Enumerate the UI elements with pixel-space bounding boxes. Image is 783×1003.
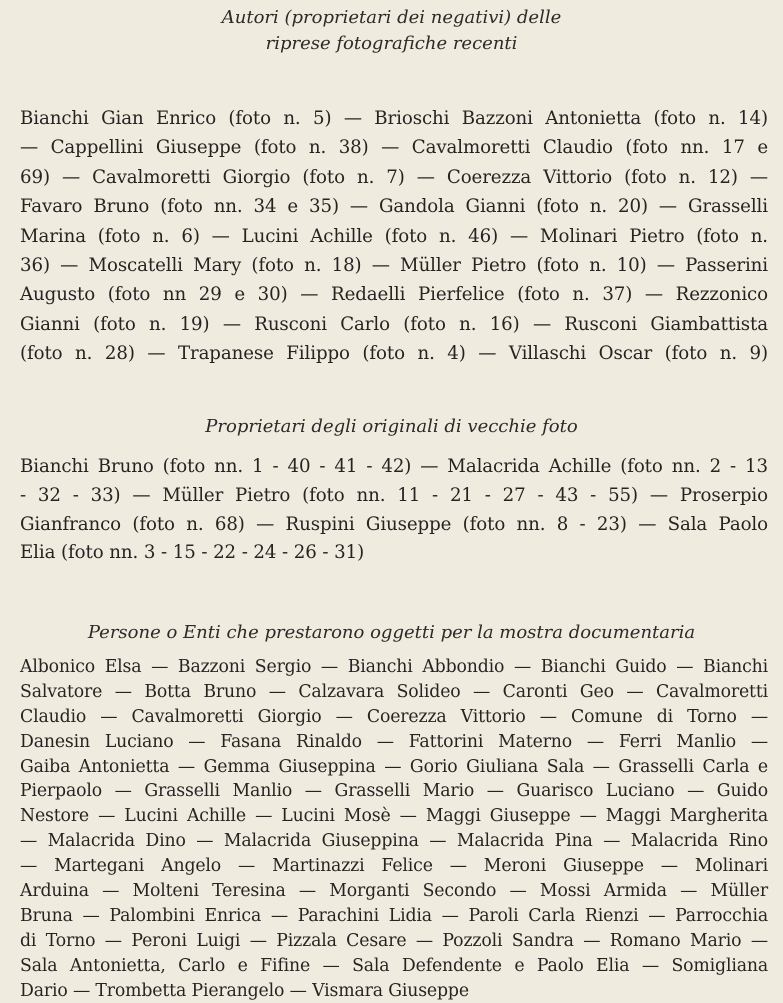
text-line: - 32 - 33) — Müller Pietro (foto nn. 11 - 21 - 27 - 43 - 55) — Proserpio: [20, 484, 768, 506]
text-line: Bruna — Palombini Enrica — Parachini Lidia — Paroli Carla Rienzi — Parrocchia: [20, 905, 768, 926]
text-line: Pierpaolo — Grasselli Manlio — Grasselli Mario — Guarisco Luciano — Guido: [20, 781, 768, 802]
section-3-heading: [0, 620, 783, 646]
section-1-paragraph: [20, 104, 768, 369]
text-line: Elia (foto nn. 3 - 15 - 22 - 24 - 26 - 31): [20, 542, 365, 564]
text-line: 36) — Moscatelli Mary (foto n. 18) — Müller Pietro (foto n. 10) — Passerini: [20, 254, 768, 276]
text-line: di Torno — Peroni Luigi — Pizzala Cesare — Pozzoli Sandra — Romano Mario —: [20, 930, 768, 951]
section-3-paragraph: [20, 655, 768, 1003]
text-line: Sala Antonietta, Carlo e Fifine — Sala Defendente e Paolo Elia — Somigliana: [20, 955, 768, 976]
text-line: — Martegani Angelo — Martinazzi Felice — Meroni Giuseppe — Molinari: [20, 856, 768, 877]
text-line: Albonico Elsa — Bazzoni Sergio — Bianchi Abbondio — Bianchi Guido — Bianchi: [20, 657, 768, 677]
text-line: Gianni (foto n. 19) — Rusconi Carlo (foto n. 16) — Rusconi Giambattista: [20, 313, 768, 335]
text-line: Arduina — Molteni Teresina — Morganti Secondo — Mossi Armida — Müller: [20, 881, 768, 902]
text-line: Dario — Trombetta Pierangelo — Vismara Giuseppe: [20, 980, 469, 1001]
text-line: Bianchi Gian Enrico (foto n. 5) — Brioschi Bazzoni Antonietta (foto n. 14): [20, 108, 768, 129]
text-line: Favaro Bruno (foto nn. 34 e 35) — Gandola Gianni (foto n. 20) — Grasselli: [20, 196, 768, 218]
text-line: Gaiba Antonietta — Gemma Giuseppina — Gorio Giuliana Sala — Grasselli Carla e: [20, 756, 768, 777]
text-line: Salvatore — Botta Bruno — Calzavara Solideo — Caronti Geo — Cavalmoretti: [20, 681, 768, 702]
text-line: (foto n. 28) — Trapanese Filippo (foto n. 4) — Villaschi Oscar (foto n. 9): [20, 343, 768, 365]
text-line: Gianfranco (foto n. 68) — Ruspini Giuseppe (foto nn. 8 - 23) — Sala Paolo: [20, 513, 768, 535]
section-1-heading: [0, 5, 783, 57]
text-line: Danesin Luciano — Fasana Rinaldo — Fattorini Materno — Ferri Manlio —: [20, 731, 768, 752]
section-3-heading-line: Persone o Enti che prestarono oggetti per la mostra documentaria: [87, 622, 696, 643]
text-line: Nestore — Lucini Achille — Lucini Mosè — Maggi Giuseppe — Maggi Margherita: [20, 806, 768, 827]
text-line: — Cappellini Giuseppe (foto n. 38) — Cavalmoretti Claudio (foto nn. 17 e: [20, 137, 768, 159]
text-line: 69) — Cavalmoretti Giorgio (foto n. 7) — Coerezza Vittorio (foto n. 12) —: [20, 166, 768, 188]
text-line: — Malacrida Dino — Malacrida Giuseppina — Malacrida Pina — Malacrida Rino: [20, 831, 768, 852]
section-2-heading-line: Proprietari degli originali di vecchie foto: [205, 416, 578, 437]
section-1-heading-line: riprese fotografiche recenti: [265, 33, 518, 54]
section-1-heading-line: Autori (proprietari dei negativi) delle: [221, 7, 562, 28]
section-2-heading: [0, 414, 783, 440]
text-line: Claudio — Cavalmoretti Giorgio — Coerezza Vittorio — Comune di Torno —: [20, 706, 768, 727]
section-2-paragraph: [20, 453, 768, 568]
text-line: Augusto (foto nn 29 e 30) — Redaelli Pierfelice (foto n. 37) — Rezzonico: [20, 284, 768, 306]
text-line: Bianchi Bruno (foto nn. 1 - 40 - 41 - 42) — Malacrida Achille (foto nn. 2 - 13: [20, 456, 768, 477]
text-line: Marina (foto n. 6) — Lucini Achille (foto n. 46) — Molinari Pietro (foto n.: [20, 225, 768, 247]
